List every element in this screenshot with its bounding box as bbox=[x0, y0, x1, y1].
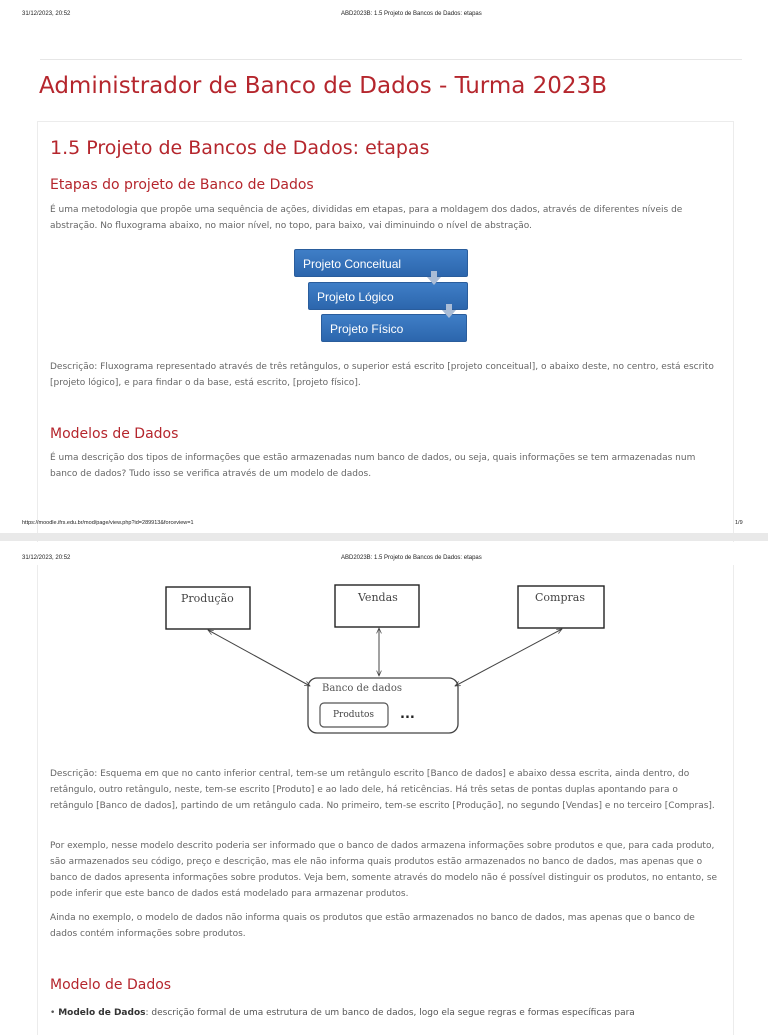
label-produtos: Produtos bbox=[333, 710, 374, 720]
flowchart bbox=[294, 247, 474, 347]
bullet-icon: • bbox=[50, 1008, 56, 1018]
section-heading-etapas: Etapas do projeto de Banco de Dados bbox=[50, 177, 314, 193]
arrow-compras bbox=[455, 629, 562, 686]
bullet-term: Modelo de Dados bbox=[58, 1008, 146, 1018]
label-producao: Produção bbox=[181, 592, 234, 605]
print-page-number: 1/9 bbox=[735, 520, 743, 526]
paragraph-exemplo-continuacao: Ainda no exemplo, o modelo de dados não informa quais os produtos que estão armazenados no banco de dados, mas apenas que o banco de dados contém informações sobre produtos. bbox=[50, 913, 695, 939]
print-datetime: 31/12/2023, 20:52 bbox=[22, 555, 71, 561]
bullet-text: : descrição formal de uma estrutura de um banco de dados, logo ela segue regras e formas específicas para bbox=[145, 1008, 635, 1018]
label-compras: Compras bbox=[535, 591, 585, 604]
paragraph-modelos: É uma descrição dos tipos de informações que estão armazenadas num banco de dados, ou seja, quais informações se tem armazenadas num banco de dados? Tudo isso se verifica através de um modelo de dados. bbox=[50, 453, 696, 479]
diagram-description: Descrição: Esquema em que no canto inferior central, tem-se um retângulo escrito [Banco de dados] e abaixo dessa escrita, ainda dentro, do retângulo, outro retângulo, neste, tem-se escrito [Produto] e ao lado dele, há reticências. Há três setas de pontas duplas apontando para o retângulo [Banco de dados], partindo de um retângulo cada. No primeiro, tem-se escrito [Produção], no segundo [Vendas] e no terceiro [Compras]. bbox=[50, 769, 715, 811]
page-title: 1.5 Projeto de Bancos de Dados: etapas bbox=[50, 137, 430, 159]
section-heading-modelo: Modelo de Dados bbox=[50, 977, 172, 993]
flow-step-fisico: Projeto Físico bbox=[321, 314, 467, 342]
flowchart-description: Descrição: Fluxograma representado através de três retângulos, o superior está escrito [projeto conceitual], o abaixo deste, no centro, está escrito [projeto lógico], e para findar o da base, está escrito, [projeto físico]. bbox=[50, 362, 714, 388]
section-heading-modelos: Modelos de Dados bbox=[50, 426, 179, 442]
label-vendas: Vendas bbox=[358, 591, 398, 604]
print-doc-title: ABD2023B: 1.5 Projeto de Bancos de Dados: etapas bbox=[341, 555, 482, 561]
paragraph-exemplo: Por exemplo, nesse modelo descrito poderia ser informado que o banco de dados armazena informações sobre produtos e que, para cada produto, são armazenados seu código, preço e descrição, mas ele não informa quais produtos estão armazenados no banco de dados, mas apenas que o banco de dados apresenta informações sobre produtos. Veja bem, somente através do modelo não é possível distinguir os produtos, no entanto, se pode inferir que este banco de dados está modelado para armazenar produtos. bbox=[50, 841, 718, 899]
print-datetime: 31/12/2023, 20:52 bbox=[22, 11, 71, 17]
flow-step-logico: Projeto Lógico bbox=[308, 282, 468, 310]
course-title: Administrador de Banco de Dados - Turma 2023B bbox=[39, 73, 607, 99]
list-item bbox=[50, 1008, 635, 1018]
paragraph-metodologia: É uma metodologia que propõe uma sequência de ações, divididas em etapas, para a moldagem dos dados, através de diferentes níveis de abstração. No fluxograma abaixo, no maior nível, no topo, para baixo, vai diminuindo o nível de abstração. bbox=[50, 205, 683, 231]
print-url: https://moodle.ifrs.edu.br/mod/page/view.php?id=289913&forceview=1 bbox=[22, 520, 194, 526]
flow-arrow-down-icon bbox=[427, 271, 441, 285]
label-banco-de-dados: Banco de dados bbox=[322, 683, 402, 694]
arrow-producao bbox=[208, 630, 310, 686]
label-ellipsis: ... bbox=[400, 707, 415, 722]
page-break bbox=[0, 533, 768, 541]
data-model-diagram bbox=[160, 583, 630, 738]
print-doc-title: ABD2023B: 1.5 Projeto de Bancos de Dados: etapas bbox=[341, 11, 482, 17]
header-divider bbox=[40, 59, 742, 60]
flow-arrow-down-icon bbox=[442, 304, 456, 318]
flow-step-conceitual: Projeto Conceitual bbox=[294, 249, 468, 277]
